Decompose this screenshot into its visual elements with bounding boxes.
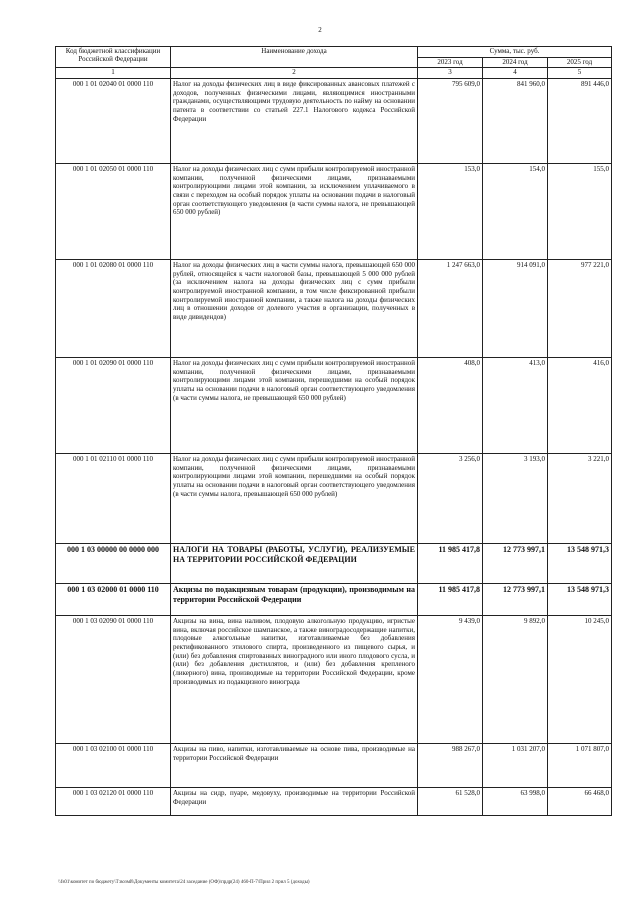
income-name-cell: Налог на доходы физических лиц с сумм прибыли контролируемой иностранной компании, полученной физическими лицами, признаваемыми контролирующими лицами этой компании, за исключением уплачиваемого в связи с переходом на особый порядок уплаты на основании подачи в налоговый орган соответствующего уведомления (в части суммы налога, не превышающей 650 000 рублей) (171, 164, 418, 260)
income-name-cell: Акцизы на вина, вина наливом, плодовую алкогольную продукцию, игристые вина, включая российское шампанское, а также виноградосодержащие напитки, плодовые алкогольные напитки, изготавливаемые без добавления ректификованного этилового спирта, произведенного из пищевого сырья, и (или) без добавления спиртованных виноградного или иного плодового сусла, и (или) без добавления дистиллятов, и (или) без добавления крепленого (ликерного) вина, производимые на территории Российской Федерации, кроме производимых из подакцизного винограда (171, 616, 418, 744)
table-row (56, 358, 612, 454)
amount-2024-cell: 63 998,0 (483, 788, 548, 816)
amount-2025-cell: 13 548 971,3 (548, 544, 612, 584)
amount-2023-cell: 1 247 663,0 (418, 260, 483, 358)
page-number: 2 (318, 26, 322, 34)
budget-code-cell: 000 1 03 02000 01 0000 110 (56, 584, 171, 616)
amount-2025-cell: 155,0 (548, 164, 612, 260)
amount-2025-cell: 1 071 807,0 (548, 744, 612, 788)
income-name-cell: Акцизы по подакцизным товарам (продукции), производимым на территории Российской Федерации (171, 584, 418, 616)
amount-2023-cell: 153,0 (418, 164, 483, 260)
amount-2025-cell: 3 221,0 (548, 454, 612, 544)
amount-2024-cell: 9 892,0 (483, 616, 548, 744)
table-row (56, 616, 612, 744)
table-header-row (56, 47, 612, 58)
amount-2023-cell: 61 528,0 (418, 788, 483, 816)
income-name-cell: Акцизы на пиво, напитки, изготавливаемые на основе пива, производимые на территории Российской Федерации (171, 744, 418, 788)
budget-table (55, 46, 612, 816)
income-name-cell: Акцизы на сидр, пуаре, медовуху, производимые на территории Российской Федерации (171, 788, 418, 816)
column-index: 1 (56, 68, 171, 79)
income-name-cell: Налог на доходы физических лиц с сумм прибыли контролируемой иностранной компании, полученной физическими лицами, признаваемыми контролирующими лицами этой компании, перешедшими на особый порядок уплаты на основании подачи в налоговый орган соответствующего уведомления (в части суммы налога, не превышающей 650 000 рублей) (171, 358, 418, 454)
budget-code-cell: 000 1 03 02100 01 0000 110 (56, 744, 171, 788)
income-name-cell: НАЛОГИ НА ТОВАРЫ (РАБОТЫ, УСЛУГИ), РЕАЛИЗУЕМЫЕ НА ТЕРРИТОРИИ РОССИЙСКОЙ ФЕДЕРАЦИИ (171, 544, 418, 584)
amount-2024-cell: 914 091,0 (483, 260, 548, 358)
income-name-cell: Налог на доходы физических лиц с сумм прибыли контролируемой иностранной компании, полученной физическими лицами, признаваемыми контролирующими лицами этой компании, перешедшими на особый порядок уплаты на основании подачи в налоговый орган соответствующего уведомления (в части суммы налога, превышающей 650 000 рублей) (171, 454, 418, 544)
budget-code-cell: 000 1 01 02050 01 0000 110 (56, 164, 171, 260)
budget-code-cell: 000 1 01 02080 01 0000 110 (56, 260, 171, 358)
amount-2023-cell: 9 439,0 (418, 616, 483, 744)
table-row (56, 744, 612, 788)
amount-2025-cell: 416,0 (548, 358, 612, 454)
amount-2024-cell: 154,0 (483, 164, 548, 260)
income-name-cell: Налог на доходы физических лиц в части суммы налога, превышающей 650 000 рублей, относящейся к части налоговой базы, превышающей 5 000 000 рублей (за исключением налога на доходы физических лиц с сумм прибыли контролируемой иностранной компании, в том числе фиксированной прибыли контролируемой иностранной компании, а также налога на доходы физических лиц в отношении доходов от долевого участия в организации, полученных в виде дивидендов) (171, 260, 418, 358)
budget-code-cell: 000 1 01 02090 01 0000 110 (56, 358, 171, 454)
table-row (56, 788, 612, 816)
amount-2023-cell: 795 609,0 (418, 79, 483, 164)
amount-2025-cell: 66 468,0 (548, 788, 612, 816)
table-row (56, 584, 612, 616)
header-year-2024: 2024 год (483, 57, 548, 68)
amount-2024-cell: 12 773 997,1 (483, 544, 548, 584)
column-index-row (56, 68, 612, 79)
header-year-2023: 2023 год (418, 57, 483, 68)
amount-2023-cell: 988 267,0 (418, 744, 483, 788)
table-row (56, 79, 612, 164)
table-row (56, 544, 612, 584)
amount-2025-cell: 13 548 971,3 (548, 584, 612, 616)
table-row (56, 454, 612, 544)
amount-2024-cell: 1 031 207,0 (483, 744, 548, 788)
column-index: 2 (171, 68, 418, 79)
header-sum: Сумма, тыс. руб. (418, 47, 612, 58)
column-index: 4 (483, 68, 548, 79)
amount-2023-cell: 408,0 (418, 358, 483, 454)
budget-code-cell: 000 1 03 02090 01 0000 110 (56, 616, 171, 744)
column-index: 5 (548, 68, 612, 79)
amount-2025-cell: 891 446,0 (548, 79, 612, 164)
header-year-2025: 2025 год (548, 57, 612, 68)
header-code: Код бюджетной классификации Российской Федерации (56, 47, 171, 68)
table-row (56, 164, 612, 260)
budget-code-cell: 000 1 01 02110 01 0000 110 (56, 454, 171, 544)
budget-code-cell: 000 1 03 00000 00 0000 000 (56, 544, 171, 584)
income-name-cell: Налог на доходы физических лиц в виде фиксированных авансовых платежей с доходов, полученных физическими лицами, являющимися иностранными гражданами, осуществляющими трудовую деятельность по найму на основании патента в соответствии со статьей 227.1 Налогового кодекса Российской Федерации (171, 79, 418, 164)
header-name: Наименование дохода (171, 47, 418, 68)
amount-2023-cell: 11 985 417,8 (418, 584, 483, 616)
table-row (56, 260, 612, 358)
amount-2023-cell: 11 985 417,8 (418, 544, 483, 584)
amount-2023-cell: 3 256,0 (418, 454, 483, 544)
amount-2024-cell: 3 193,0 (483, 454, 548, 544)
amount-2025-cell: 10 245,0 (548, 616, 612, 744)
file-path-footer: \\fs01\комитет по бюджету\Т:возмй\Документы комитета\24 заседание (ОФ)\прдр(24) 460-П-7\Прил 2 прил 5 (доходы) (58, 880, 310, 885)
amount-2024-cell: 12 773 997,1 (483, 584, 548, 616)
amount-2024-cell: 413,0 (483, 358, 548, 454)
budget-code-cell: 000 1 01 02040 01 0000 110 (56, 79, 171, 164)
amount-2025-cell: 977 221,0 (548, 260, 612, 358)
column-index: 3 (418, 68, 483, 79)
amount-2024-cell: 841 960,0 (483, 79, 548, 164)
budget-code-cell: 000 1 03 02120 01 0000 110 (56, 788, 171, 816)
